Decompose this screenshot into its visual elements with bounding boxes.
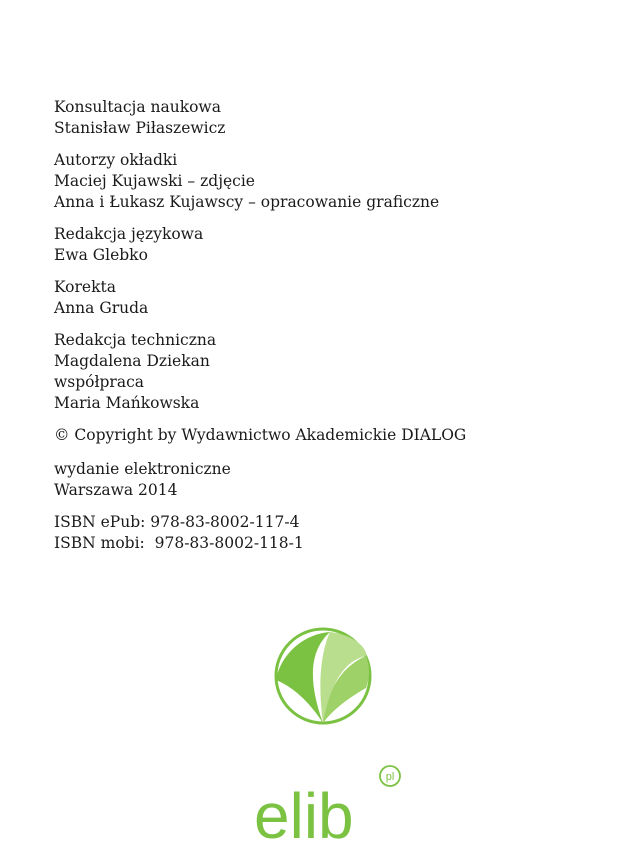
- proofreading-section: [54, 277, 614, 319]
- technical-editing-heading: Redakcja techniczna: [54, 331, 217, 349]
- language-editing-heading: Redakcja językowa: [54, 225, 204, 243]
- edition-place-year: Warszawa 2014: [54, 481, 178, 499]
- cover-author-photo: Maciej Kujawski – zdjęcie: [54, 172, 255, 190]
- proofreading-heading: Korekta: [54, 278, 116, 296]
- cover-author-graphics: Anna i Łukasz Kujawscy – opracowanie graficzne: [54, 193, 440, 211]
- edition-section: [54, 459, 614, 501]
- consultation-name: Stanisław Piłaszewicz: [54, 119, 226, 137]
- colophon: [54, 97, 614, 565]
- technical-editing-name: Magdalena Dziekan: [54, 352, 210, 370]
- elib-wordmark: elib: [254, 780, 354, 848]
- leaf-circle-icon: [276, 629, 370, 723]
- copyright-notice: © Copyright by Wydawnictwo Akademickie DIALOG: [54, 426, 467, 444]
- pl-badge-text: pl: [385, 771, 395, 783]
- technical-editing-section: [54, 330, 614, 414]
- elib-logo: [252, 626, 402, 848]
- copyright-section: [54, 425, 614, 446]
- technical-editing-cooperation: współpraca: [54, 373, 144, 391]
- language-editing-section: [54, 224, 614, 266]
- isbn-mobi: ISBN mobi: 978-83-8002-118-1: [54, 534, 304, 552]
- proofreading-name: Anna Gruda: [54, 299, 149, 317]
- consultation-heading: Konsultacja naukowa: [54, 98, 221, 116]
- consultation-section: [54, 97, 614, 139]
- technical-editing-name-2: Maria Mańkowska: [54, 394, 200, 412]
- isbn-epub: ISBN ePub: 978-83-8002-117-4: [54, 513, 300, 531]
- language-editing-name: Ewa Glebko: [54, 246, 148, 264]
- edition-type: wydanie elektroniczne: [54, 460, 231, 478]
- isbn-section: [54, 512, 614, 554]
- cover-authors-heading: Autorzy okładki: [54, 151, 178, 169]
- cover-authors-section: [54, 150, 614, 213]
